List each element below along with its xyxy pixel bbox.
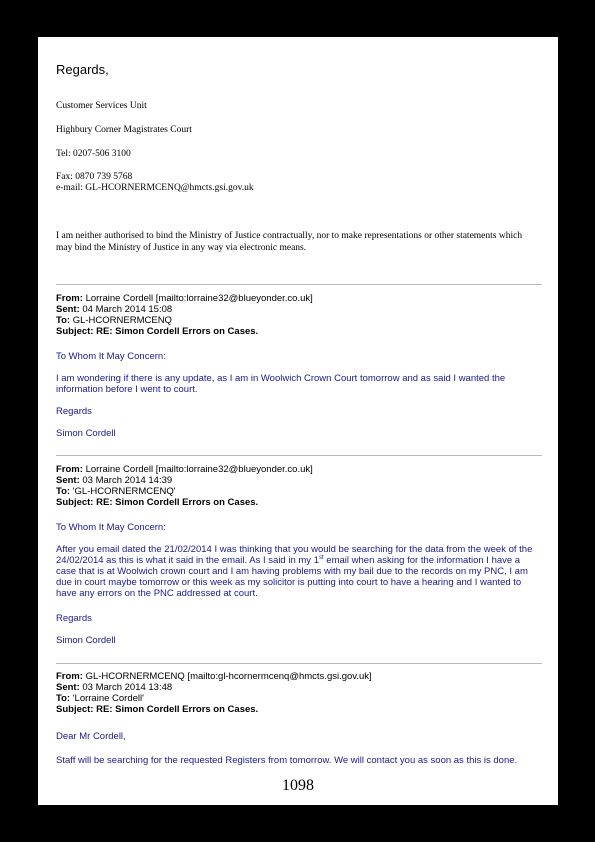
separator-rule — [56, 663, 542, 664]
email-1-subject: Subject: RE: Simon Cordell Errors on Cases. — [56, 326, 259, 337]
email-1-to: To: GL-HCORNERMCENQ — [56, 315, 172, 326]
email-1-name: Simon Cordell — [56, 428, 116, 439]
signature-tel: Tel: 0207-506 3100 — [56, 149, 131, 159]
email-3-body: Staff will be searching for the requested Registers from tomorrow. We will contact you as soon as this is done. — [56, 755, 518, 766]
email-3-sent: Sent: 03 March 2014 13:48 — [56, 682, 173, 693]
email-2-from: From: Lorraine Cordell [mailto:lorraine32@blueyonder.co.uk] — [56, 464, 313, 475]
email-2-closing: Regards — [56, 613, 92, 624]
email-2-subject: Subject: RE: Simon Cordell Errors on Cases. — [56, 497, 259, 508]
email-1-from: From: Lorraine Cordell [mailto:lorraine32@blueyonder.co.uk] — [56, 293, 313, 304]
disclaimer: I am neither authorised to bind the Ministry of Justice contractually, nor to make representations or other statements which may bind the Ministry of Justice in any way via electronic means. — [56, 231, 523, 253]
email-2-to: To: 'GL-HCORNERMCENQ' — [56, 486, 176, 497]
email-1-body: I am wondering if there is any update, as I am in Woolwich Crown Court tomorrow and as said I wanted the information before I went to court. — [56, 373, 506, 395]
email-3-subject: Subject: RE: Simon Cordell Errors on Cases. — [56, 704, 259, 715]
email-3-greeting: Dear Mr Cordell, — [56, 731, 126, 742]
email-2-greeting: To Whom It May Concern: — [56, 522, 166, 533]
email-2-sent: Sent: 03 March 2014 14:39 — [56, 475, 173, 486]
page-number: 1098 — [282, 777, 314, 794]
email-2-body: After you email dated the 21/02/2014 I was thinking that you would be searching for the data from the week of the 24/02/2014 as this is what it said in the email. As I said in my 1st email when asking for the information I have a case that is at Woolwich crown court and I am having problems with my bail due to the records on my PNC, I am due in court maybe tomorrow or this week as my solicitor is putting into court to have a hearing and I wanted to have any errors on the PNC addressed at court. — [56, 544, 533, 599]
signature-court: Highbury Corner Magistrates Court — [56, 125, 192, 135]
signature-unit: Customer Services Unit — [56, 101, 147, 111]
email-1-closing: Regards — [56, 406, 92, 417]
email-1-sent: Sent: 04 March 2014 15:08 — [56, 304, 173, 315]
signature-fax: Fax: 0870 739 5768 — [56, 172, 133, 182]
regards-heading: Regards, — [56, 62, 109, 77]
email-1-greeting: To Whom It May Concern: — [56, 351, 166, 362]
email-3-from: From: GL-HCORNERMCENQ [mailto:gl-hcornermcenq@hmcts.gsi.gov.uk] — [56, 671, 372, 682]
separator-rule — [56, 455, 542, 456]
separator-rule — [56, 284, 542, 285]
email-3-to: To: 'Lorraine Cordell' — [56, 693, 144, 704]
document-page — [38, 37, 558, 805]
email-2-name: Simon Cordell — [56, 635, 116, 646]
signature-email: e-mail: GL-HCORNERMCENQ@hmcts.gsi.gov.uk — [56, 183, 254, 193]
